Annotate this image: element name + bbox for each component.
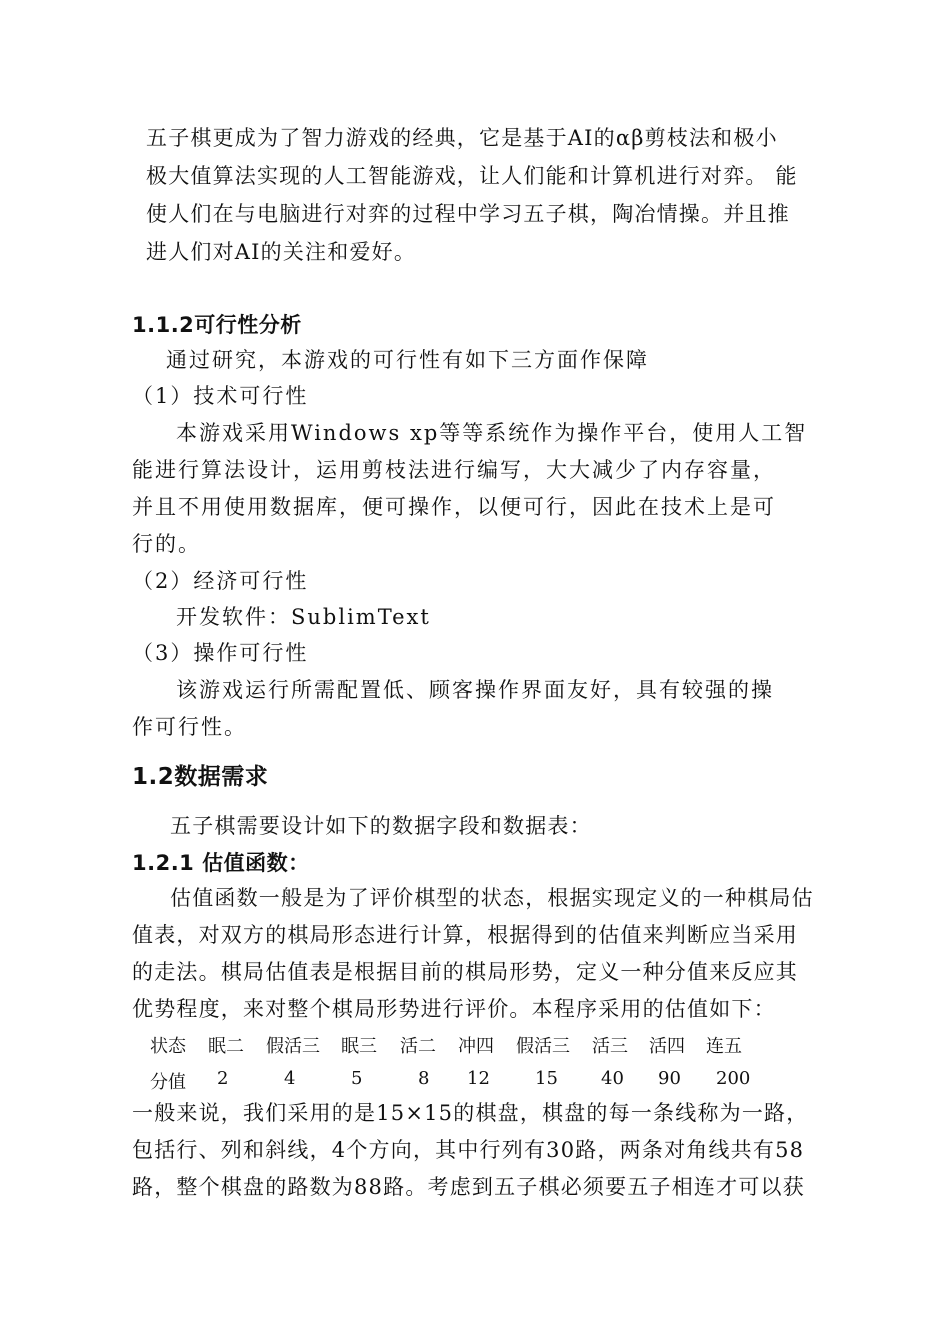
oper-line-1: 该游戏运行所需配置低、顾客操作界面友好，具有较强的操 — [176, 678, 774, 702]
econ-text: 开发软件：SublimText — [176, 605, 431, 629]
evaluation-line-1: 估值函数一般是为了评价棋型的状态，根据实现定义的一种棋局估 — [170, 886, 814, 910]
score-cell: 8 — [418, 1068, 430, 1089]
tech-line-3: 并且不用使用数据库，便可操作，以便可行，因此在技术上是可 — [132, 495, 776, 519]
evaluation-line-2: 值表，对双方的棋局形态进行计算，根据得到的估值来判断应当采用 — [132, 923, 798, 947]
tail-line-3: 路，整个棋盘的路数为88路。考虑到五子棋必须要五子相连才可以获 — [132, 1175, 805, 1199]
data-requirements-intro: 五子棋需要设计如下的数据字段和数据表： — [170, 814, 592, 838]
intro-line-2: 极大值算法实现的人工智能游戏，让人们能和计算机进行对弈。 能 — [146, 164, 798, 188]
state-cell: 冲四 — [458, 1036, 494, 1057]
state-cell: 连五 — [706, 1036, 742, 1057]
evaluation-line-3: 的走法。棋局估值表是根据目前的棋局形势，定义一种分值来反应其 — [132, 960, 798, 984]
score-cell: 12 — [467, 1068, 490, 1089]
tail-line-2: 包括行、列和斜线，4个方向，其中行列有30路，两条对角线共有58 — [132, 1138, 805, 1162]
score-cell: 40 — [601, 1068, 624, 1089]
state-cell: 眠三 — [341, 1036, 377, 1057]
score-cell: 90 — [658, 1068, 681, 1089]
score-table — [0, 1032, 950, 1092]
state-cell: 活二 — [400, 1036, 436, 1057]
oper-feasibility-label: （3）操作可行性 — [132, 641, 309, 665]
oper-line-2: 作可行性。 — [132, 715, 247, 739]
state-cell: 活三 — [592, 1036, 628, 1057]
tech-line-2: 能进行算法设计，运用剪枝法进行编写，大大减少了内存容量， — [132, 458, 776, 482]
feasibility-intro: 通过研究，本游戏的可行性有如下三方面作保障 — [166, 348, 649, 372]
econ-feasibility-label: （2）经济可行性 — [132, 569, 309, 593]
intro-line-4: 进人们对AI的关注和爱好。 — [146, 240, 417, 264]
state-cell: 活四 — [649, 1036, 685, 1057]
subsection-heading-evaluation: 1.2.1 估值函数： — [132, 851, 310, 875]
state-cell: 假活三 — [516, 1036, 570, 1057]
score-cell: 2 — [217, 1068, 229, 1089]
section-heading-data-requirements: 1.2数据需求 — [132, 764, 269, 790]
section-heading-feasibility: 1.1.2可行性分析 — [132, 313, 302, 337]
score-cell: 15 — [535, 1068, 558, 1089]
state-row-label: 状态 — [150, 1036, 186, 1057]
tech-feasibility-label: （1）技术可行性 — [132, 384, 309, 408]
tech-line-4: 行的。 — [132, 532, 201, 556]
score-cell: 200 — [716, 1068, 751, 1089]
intro-line-3: 使人们在与电脑进行对弈的过程中学习五子棋，陶冶情操。并且推 — [146, 202, 790, 226]
score-cell: 5 — [351, 1068, 363, 1089]
state-cell: 假活三 — [266, 1036, 320, 1057]
tech-line-1: 本游戏采用Windows xp等等系统作为操作平台，使用人工智 — [176, 421, 808, 445]
tail-line-1: 一般来说，我们采用的是15×15的棋盘，棋盘的每一条线称为一路， — [132, 1101, 809, 1125]
intro-line-1: 五子棋更成为了智力游戏的经典，它是基于AI的αβ剪枝法和极小 — [146, 126, 778, 150]
score-row-label: 分值 — [150, 1072, 186, 1093]
state-cell: 眠二 — [208, 1036, 244, 1057]
score-cell: 4 — [284, 1068, 296, 1089]
evaluation-line-4: 优势程度，来对整个棋局形势进行评价。本程序采用的估值如下： — [132, 997, 776, 1021]
